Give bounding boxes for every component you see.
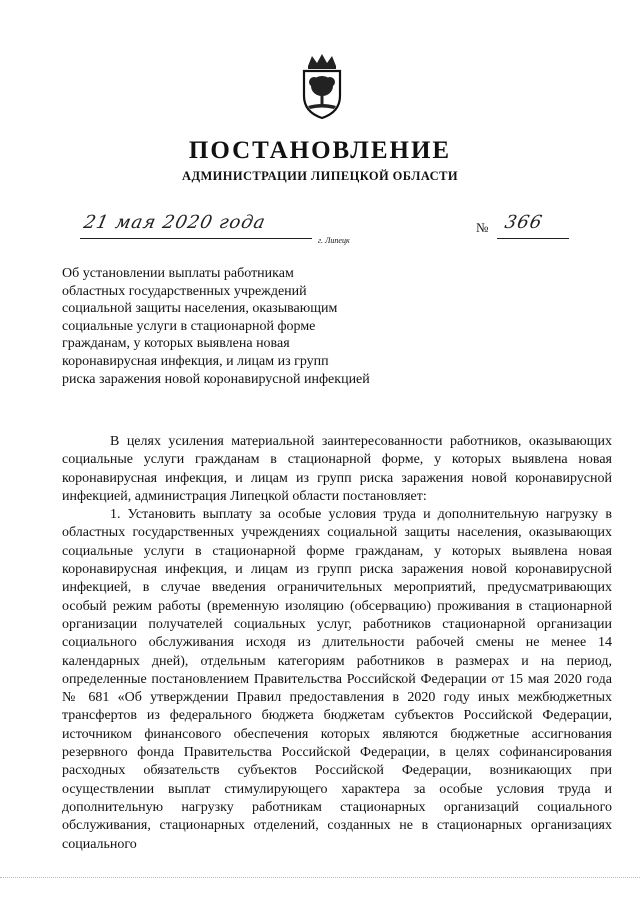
subject-line: Об установлении выплаты работникам bbox=[62, 266, 294, 281]
subject-line: социальные услуги в стационарной форме bbox=[62, 318, 316, 334]
preamble-paragraph: В целях усиления материальной заинтересованности работников, оказывающих социальные услуги гражданам в стационарной форме, у которых выявлена новая коронавирусная инфекция, и лицам из групп риска заражения новой коронавирусной инфекцией, администрация Липецкой области постановляет: bbox=[62, 434, 612, 504]
clause-1-paragraph: 1. Установить выплату за особые условия труда и дополнительную нагрузку в областных государственных учреждениях социальной защиты населения, оказывающих социальные услуги в стационарной форме гражданам, у которых выявлена новая коронавирусная инфекция, и лицам из групп риска заражения новой коронавирусной инфекцией, в случае введения ограничительных мероприятий, предусматривающих особый режим работы (временную изоляцию (обсервацию) проживания в стационарной организации получателей социальных услуг, работников стационарной организации социального обслуживания исходя из длительности рабочей смены не менее 14 календарных дней), отдельным категориям работников в размерах и на период, определенные постановлением Правительства Российской Федерации от 15 мая 2020 года № 681 «Об утверждении Правил предоставления в 2020 году иных межбюджетных трансфертов из федерального бюджета бюджетам субъектов Российской Федерации, источником финансового обеспечения которых являются бюджетные ассигнования резервного фонда Правительства Российской Федерации, в целях софинансирования расходных обязательств субъектов Российской Федерации, возникающих при осуществлении выплат стимулирующего характера за особые условия труда и дополнительную нагрузку работникам стационарных организаций социального обслуживания, стационарных отделений, созданных не в стационарных организациях социального bbox=[62, 507, 612, 852]
document-body bbox=[62, 433, 612, 854]
number-label: № bbox=[476, 220, 489, 235]
handwritten-date: 21 мая 2020 года bbox=[81, 212, 268, 233]
scan-footer-rule bbox=[0, 877, 640, 878]
subject-line: гражданам, у которых выявлена новая bbox=[62, 336, 290, 352]
subject-line: областных государственных учреждений bbox=[62, 283, 307, 299]
subject-line: коронавирусная инфекция, и лицам из групп bbox=[62, 353, 329, 369]
document-subject bbox=[62, 265, 422, 388]
city-label: г. Липецк bbox=[318, 236, 350, 245]
number-underline bbox=[497, 238, 569, 239]
document-issuer: АДМИНИСТРАЦИИ ЛИПЕЦКОЙ ОБЛАСТИ bbox=[182, 169, 458, 183]
document-title: ПОСТАНОВЛЕНИЕ bbox=[188, 137, 452, 164]
subject-line: риска заражения новой коронавирусной инфекцией bbox=[62, 371, 370, 387]
coat-of-arms-icon bbox=[298, 52, 346, 120]
subject-line: социальной защиты населения, оказывающим bbox=[62, 301, 338, 317]
date-underline bbox=[80, 238, 312, 239]
handwritten-number: 366 bbox=[502, 212, 545, 233]
